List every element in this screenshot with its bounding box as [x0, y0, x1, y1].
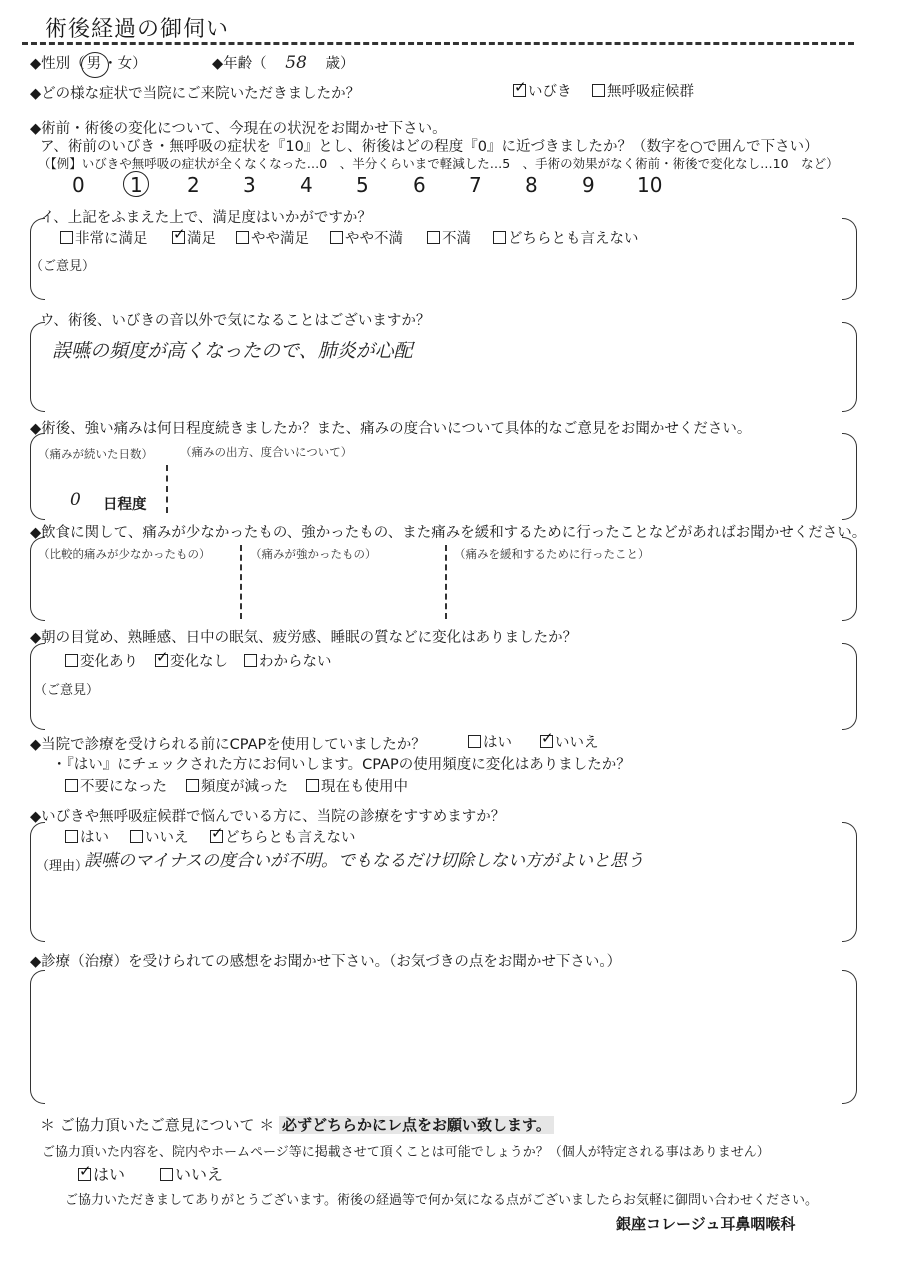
checkbox-icon	[160, 1168, 173, 1181]
q4-text: ウ、術後、いびきの音以外で気になることはございますか？	[40, 313, 431, 329]
bracket-right	[842, 537, 857, 621]
q6-text: ◆飲食に関して、痛みが少なかったもの、強かったもの、また痛みを緩和するために行ったことなどがあればお聞かせください。	[30, 525, 867, 541]
checkbox-icon	[244, 654, 257, 667]
scale-1[interactable]: 1	[130, 173, 143, 197]
sex-female[interactable]: 女）	[117, 56, 147, 72]
scale-0[interactable]: 0	[72, 173, 85, 197]
q1-option-apnea[interactable]: 無呼吸症候群	[592, 80, 694, 101]
sex-label: ◆性別（	[30, 56, 85, 72]
q5-days-value[interactable]: 0	[70, 490, 81, 510]
bracket-left	[30, 322, 45, 412]
q7-option-no-change[interactable]: ✓ 変化なし	[155, 650, 228, 671]
checkbox-icon	[306, 779, 319, 792]
scale-9[interactable]: 9	[582, 173, 595, 197]
footer-option-no[interactable]: いいえ	[160, 1162, 223, 1185]
q3-option-somewhat-unsatisfied[interactable]: やや不満	[330, 227, 403, 248]
selection-circle	[81, 52, 109, 78]
checkbox-checked-icon	[155, 654, 168, 667]
footer-note-emphasis: 必ずどちらかにレ点をお願い致します。	[279, 1116, 554, 1134]
form-title: 術後経過の御伺い	[45, 17, 230, 42]
q3-option-neither[interactable]: どちらとも言えない	[493, 227, 639, 248]
checkbox-checked-icon	[540, 735, 553, 748]
q4-answer[interactable]: 誤嚥の頻度が高くなったので、肺炎が心配	[52, 340, 413, 362]
q5-days-unit: 日程度	[103, 497, 147, 513]
q1-text: ◆どの様な症状で当院にご来院いただきましたか？	[30, 86, 361, 102]
bracket-right	[842, 643, 857, 730]
q8-sub-text: ・『はい』にチェックされた方にお伺いします。CPAPの使用頻度に変化はありましたか？	[52, 757, 631, 773]
column-divider	[240, 545, 242, 619]
q9-reason[interactable]: 誤嚥のマイナスの度合いが不明。でもなるだけ切除しない方がよいと思う	[84, 851, 644, 871]
bracket-right	[842, 433, 857, 520]
q3-option-very-satisfied[interactable]: 非常に満足	[60, 227, 148, 248]
q6-col-relief: （痛みを緩和するために行ったこと）	[454, 547, 650, 561]
scale-7[interactable]: 7	[469, 173, 482, 197]
checkbox-icon	[493, 231, 506, 244]
q9-option-yes[interactable]: はい	[65, 826, 109, 847]
checkbox-icon	[65, 654, 78, 667]
checkbox-icon	[60, 231, 73, 244]
selection-circle	[123, 171, 149, 197]
q6-col-less-pain: （比較的痛みが少なかったもの）	[38, 547, 211, 561]
scale-5[interactable]: 5	[356, 173, 369, 197]
footer-option-yes[interactable]: ✓はい	[78, 1162, 125, 1185]
checkbox-checked-icon	[172, 231, 185, 244]
q8-sub-option-reduced[interactable]: 頻度が減った	[186, 775, 288, 796]
scale-2[interactable]: 2	[187, 173, 200, 197]
bracket-right	[842, 322, 857, 412]
q1-option-snoring[interactable]: ✓ いびき	[513, 80, 572, 101]
sex-male[interactable]: 男	[85, 56, 104, 72]
q8-text: ◆当院で診療を受けられる前にCPAPを使用していましたか？	[30, 737, 426, 753]
q2-example: （【例】いびきや無呼吸の症状が全くなくなった…0 、半分くらいまで軽減した…5 、手術の効果がなく術前・術後で変化なし…10 など）	[38, 156, 839, 171]
q2-text: ◆術前・術後の変化について、今現在の状況をお聞かせ下さい。	[30, 121, 447, 137]
q6-col-more-pain: （痛みが強かったもの）	[250, 547, 377, 561]
footer-thanks: ご協力いただきましてありがとうございます。術後の経過等で何か気になる点がございましたらお気軽に御問い合わせください。	[65, 1193, 818, 1208]
bracket-right	[842, 822, 857, 942]
checkbox-icon	[130, 830, 143, 843]
scale-10[interactable]: 10	[637, 173, 663, 197]
q3-option-satisfied[interactable]: ✓ 満足	[172, 227, 216, 248]
q9-option-no[interactable]: いいえ	[130, 826, 189, 847]
checkbox-icon	[427, 231, 440, 244]
checkbox-checked-icon	[210, 830, 223, 843]
q7-text: ◆朝の目覚め、熟睡感、日中の眠気、疲労感、睡眠の質などに変化はありましたか？	[30, 630, 578, 646]
q3-opinion-label: （ご意見）	[30, 259, 96, 274]
q2-sub-a: ア、術前のいびき・無呼吸の症状を『10』とし、術後はどの程度『0』に近づきましたか？（数字を○で囲んで下さい）	[40, 139, 819, 155]
checkbox-checked-icon	[513, 84, 526, 97]
q7-option-unknown[interactable]: わからない	[244, 650, 332, 671]
q9-text: ◆いびきや無呼吸症候群で悩んでいる方に、当院の診療をすすめますか？	[30, 809, 506, 825]
footer-note	[40, 1114, 554, 1135]
q5-detail-label: （痛みの出方、度合いについて）	[180, 445, 353, 459]
footer-note-title: ＊ ご協力頂いたご意見について ＊	[40, 1116, 275, 1134]
footer-consent: ご協力頂いた内容を、院内やホームページ等に掲載させて頂くことは可能でしょうか？（個人が特定される事はありません）	[42, 1145, 770, 1160]
checkbox-icon	[236, 231, 249, 244]
checkbox-icon	[330, 231, 343, 244]
q3-option-unsatisfied[interactable]: 不満	[427, 227, 471, 248]
bracket-right	[842, 970, 857, 1104]
q8-option-no[interactable]: ✓ いいえ	[540, 731, 599, 752]
checkbox-icon	[468, 735, 481, 748]
bracket-right	[842, 218, 857, 300]
q9-reason-label: （理由）	[36, 859, 89, 874]
q5-days-label: （痛みが続いた日数）	[38, 447, 153, 461]
q8-sub-option-still-using[interactable]: 現在も使用中	[306, 775, 408, 796]
checkbox-icon	[592, 84, 605, 97]
q7-opinion-label: （ご意見）	[34, 683, 100, 698]
sex-field: ◆性別（ 男 ・女）	[30, 52, 147, 73]
clinic-name: 銀座コレージュ耳鼻咽喉科	[616, 1215, 796, 1233]
column-divider	[445, 545, 447, 619]
age-unit: 歳）	[325, 56, 355, 72]
q7-option-changed[interactable]: 変化あり	[65, 650, 138, 671]
bracket-left	[30, 822, 45, 942]
column-divider	[166, 465, 168, 513]
checkbox-icon	[186, 779, 199, 792]
q9-option-neither[interactable]: ✓ どちらとも言えない	[210, 826, 356, 847]
q8-sub-option-unneeded[interactable]: 不要になった	[65, 775, 167, 796]
checkbox-icon	[65, 830, 78, 843]
scale-4[interactable]: 4	[300, 173, 313, 197]
scale-6[interactable]: 6	[413, 173, 426, 197]
checkbox-checked-icon	[78, 1168, 91, 1181]
scale-8[interactable]: 8	[525, 173, 538, 197]
bracket-left	[30, 970, 45, 1104]
q8-option-yes[interactable]: はい	[468, 731, 512, 752]
q3-option-somewhat-satisfied[interactable]: やや満足	[236, 227, 309, 248]
q10-text: ◆診療（治療）を受けられての感想をお聞かせ下さい。（お気づきの点をお聞かせ下さい。）	[30, 954, 622, 970]
checkbox-icon	[65, 779, 78, 792]
q3-text: イ、上記をふまえた上で、満足度はいかがですか？	[40, 210, 372, 226]
scale-3[interactable]: 3	[243, 173, 256, 197]
age-value[interactable]: 58	[285, 53, 307, 73]
title-divider	[22, 42, 854, 45]
age-field	[212, 52, 355, 73]
q5-text: ◆術後、強い痛みは何日程度続きましたか？また、痛みの度合いについて具体的なご意見をお聞かせください。	[30, 421, 752, 437]
age-label: ◆年齢（	[212, 56, 267, 72]
